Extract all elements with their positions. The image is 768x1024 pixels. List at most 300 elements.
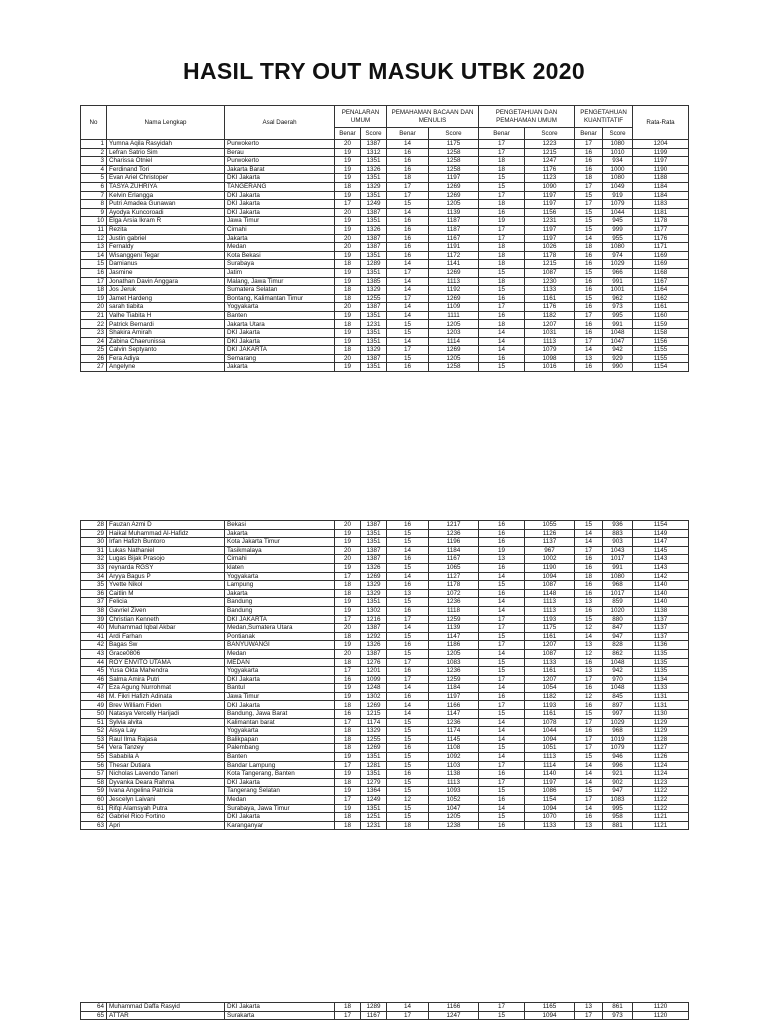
cell-nama: Jasmine	[107, 268, 225, 277]
table-row	[81, 346, 689, 355]
cell-rata-rata: 1135	[633, 667, 689, 676]
table-row	[81, 804, 689, 813]
cell-nama: Thesar Dutiara	[107, 761, 225, 770]
cell-penalaran-benar: 19	[335, 363, 361, 372]
cell-asal: Bandung	[225, 606, 335, 615]
cell-pemahaman-score: 1236	[429, 718, 479, 727]
cell-pengetahuan-benar: 17	[479, 624, 525, 633]
cell-kuantitatif-score: 947	[603, 787, 633, 796]
cell-pengetahuan-score: 1094	[525, 804, 575, 813]
table-row	[81, 692, 689, 701]
table-row	[81, 529, 689, 538]
subheader-score: Score	[603, 128, 633, 140]
table-row	[81, 787, 689, 796]
subheader-score: Score	[361, 128, 387, 140]
cell-nama: Sababila A	[107, 753, 225, 762]
cell-no: 41	[81, 632, 107, 641]
cell-asal: Tasikmalaya	[225, 546, 335, 555]
cell-nama: Lugas Bijak Prasojo	[107, 555, 225, 564]
cell-pengetahuan-score: 1165	[525, 1003, 575, 1012]
cell-rata-rata: 1176	[633, 234, 689, 243]
cell-kuantitatif-score: 1029	[603, 260, 633, 269]
cell-pengetahuan-benar: 16	[479, 796, 525, 805]
cell-pengetahuan-benar: 15	[479, 632, 525, 641]
cell-kuantitatif-benar: 12	[575, 692, 603, 701]
cell-asal: Balikpapan	[225, 735, 335, 744]
cell-penalaran-benar: 19	[335, 529, 361, 538]
cell-rata-rata: 1126	[633, 753, 689, 762]
cell-nama: Dyvanka Deara Rahma	[107, 778, 225, 787]
cell-kuantitatif-score: 919	[603, 191, 633, 200]
cell-rata-rata: 1171	[633, 243, 689, 252]
cell-rata-rata: 1134	[633, 675, 689, 684]
cell-rata-rata: 1149	[633, 529, 689, 538]
cell-asal: Yogyakarta	[225, 303, 335, 312]
cell-penalaran-score: 1248	[361, 684, 387, 693]
cell-pemahaman-score: 1167	[429, 234, 479, 243]
cell-pemahaman-score: 1166	[429, 1003, 479, 1012]
cell-rata-rata: 1138	[633, 606, 689, 615]
cell-nama: Bagas Sw	[107, 641, 225, 650]
cell-penalaran-score: 1351	[361, 251, 387, 260]
cell-rata-rata: 1181	[633, 208, 689, 217]
cell-kuantitatif-benar: 16	[575, 165, 603, 174]
cell-pengetahuan-score: 1098	[525, 354, 575, 363]
table-row	[81, 727, 689, 736]
cell-asal: Palembang	[225, 744, 335, 753]
cell-penalaran-benar: 19	[335, 753, 361, 762]
cell-rata-rata: 1155	[633, 346, 689, 355]
cell-no: 11	[81, 225, 107, 234]
cell-rata-rata: 1128	[633, 735, 689, 744]
cell-penalaran-benar: 18	[335, 727, 361, 736]
cell-pengetahuan-benar: 17	[479, 303, 525, 312]
subheader-score: Score	[525, 128, 575, 140]
cell-pengetahuan-score: 1133	[525, 658, 575, 667]
cell-asal: Bandung, Jawa Barat	[225, 710, 335, 719]
cell-penalaran-benar: 18	[335, 813, 361, 822]
cell-kuantitatif-benar: 12	[575, 649, 603, 658]
cell-pemahaman-score: 1172	[429, 251, 479, 260]
cell-nama: Gavriel Ziven	[107, 606, 225, 615]
cell-penalaran-benar: 18	[335, 821, 361, 830]
cell-no: 45	[81, 667, 107, 676]
cell-penalaran-score: 1387	[361, 354, 387, 363]
cell-pemahaman-benar: 14	[387, 260, 429, 269]
cell-kuantitatif-benar: 14	[575, 234, 603, 243]
cell-kuantitatif-benar: 17	[575, 337, 603, 346]
cell-kuantitatif-score: 1044	[603, 208, 633, 217]
cell-asal: Karanganyar	[225, 821, 335, 830]
cell-asal: Yogyakarta	[225, 727, 335, 736]
cell-nama: Christian Kenneth	[107, 615, 225, 624]
cell-pemahaman-benar: 16	[387, 667, 429, 676]
cell-penalaran-benar: 16	[335, 675, 361, 684]
cell-kuantitatif-score: 847	[603, 624, 633, 633]
cell-no: 24	[81, 337, 107, 346]
cell-nama: Lefran Satrio Sim	[107, 148, 225, 157]
cell-penalaran-score: 1351	[361, 337, 387, 346]
cell-no: 33	[81, 563, 107, 572]
cell-nama: Eza Agung Nurrohmat	[107, 684, 225, 693]
cell-penalaran-benar: 19	[335, 684, 361, 693]
cell-pemahaman-benar: 17	[387, 346, 429, 355]
cell-pemahaman-score: 1205	[429, 649, 479, 658]
cell-rata-rata: 1143	[633, 555, 689, 564]
cell-penalaran-score: 1387	[361, 546, 387, 555]
cell-penalaran-benar: 20	[335, 243, 361, 252]
cell-kuantitatif-score: 862	[603, 649, 633, 658]
cell-nama: Yumna Aqila Rasyidah	[107, 140, 225, 149]
cell-kuantitatif-score: 1080	[603, 174, 633, 183]
cell-penalaran-benar: 18	[335, 658, 361, 667]
cell-rata-rata: 1129	[633, 718, 689, 727]
cell-pemahaman-score: 1072	[429, 589, 479, 598]
table-row	[81, 363, 689, 372]
cell-pengetahuan-score: 1193	[525, 701, 575, 710]
cell-penalaran-benar: 17	[335, 718, 361, 727]
cell-rata-rata: 1120	[633, 1011, 689, 1020]
cell-penalaran-benar: 19	[335, 277, 361, 286]
cell-kuantitatif-benar: 14	[575, 529, 603, 538]
cell-pengetahuan-score: 1161	[525, 667, 575, 676]
subheader-benar: Benar	[335, 128, 361, 140]
cell-kuantitatif-benar: 17	[575, 311, 603, 320]
cell-pengetahuan-score: 1207	[525, 675, 575, 684]
cell-nama: Shakira Amirah	[107, 329, 225, 338]
cell-pengetahuan-benar: 13	[479, 555, 525, 564]
cell-penalaran-benar: 19	[335, 563, 361, 572]
cell-penalaran-score: 1385	[361, 277, 387, 286]
cell-pengetahuan-score: 1054	[525, 684, 575, 693]
cell-penalaran-benar: 18	[335, 320, 361, 329]
cell-kuantitatif-score: 990	[603, 363, 633, 372]
cell-pemahaman-benar: 17	[387, 658, 429, 667]
cell-pemahaman-score: 1065	[429, 563, 479, 572]
cell-pengetahuan-benar: 15	[479, 813, 525, 822]
cell-penalaran-score: 1351	[361, 311, 387, 320]
cell-pengetahuan-benar: 14	[479, 804, 525, 813]
cell-penalaran-benar: 16	[335, 710, 361, 719]
cell-asal: Lampung	[225, 581, 335, 590]
cell-pemahaman-score: 1187	[429, 225, 479, 234]
cell-nama: Evan Ariel Christoper	[107, 174, 225, 183]
cell-nama: Haikal Muhammad Al-Hafidz	[107, 529, 225, 538]
cell-nama: Aisya Lay	[107, 727, 225, 736]
cell-no: 7	[81, 191, 107, 200]
cell-pengetahuan-benar: 17	[479, 225, 525, 234]
cell-pemahaman-score: 1269	[429, 346, 479, 355]
cell-kuantitatif-score: 1017	[603, 555, 633, 564]
cell-pengetahuan-benar: 18	[479, 165, 525, 174]
table-row	[81, 174, 689, 183]
results-table-block-3	[80, 1002, 689, 1020]
cell-penalaran-score: 1351	[361, 191, 387, 200]
cell-no: 36	[81, 589, 107, 598]
cell-penalaran-benar: 20	[335, 624, 361, 633]
table-row	[81, 606, 689, 615]
cell-pengetahuan-benar: 17	[479, 761, 525, 770]
cell-nama: Grace0806	[107, 649, 225, 658]
cell-kuantitatif-score: 880	[603, 615, 633, 624]
cell-penalaran-score: 1216	[361, 615, 387, 624]
cell-nama: Rifqi Alamsyah Putra	[107, 804, 225, 813]
cell-kuantitatif-score: 973	[603, 1011, 633, 1020]
cell-kuantitatif-benar: 16	[575, 329, 603, 338]
cell-pemahaman-benar: 14	[387, 303, 429, 312]
cell-nama: sarah tiabita	[107, 303, 225, 312]
cell-penalaran-score: 1387	[361, 234, 387, 243]
cell-nama: Jamet Hardeng	[107, 294, 225, 303]
cell-pemahaman-benar: 14	[387, 337, 429, 346]
cell-pengetahuan-score: 1197	[525, 234, 575, 243]
cell-kuantitatif-benar: 13	[575, 641, 603, 650]
cell-penalaran-benar: 20	[335, 234, 361, 243]
cell-kuantitatif-score: 1048	[603, 658, 633, 667]
cell-no: 57	[81, 770, 107, 779]
cell-pemahaman-score: 1258	[429, 165, 479, 174]
cell-pengetahuan-score: 1113	[525, 753, 575, 762]
cell-nama: Ardi Farhan	[107, 632, 225, 641]
table-row	[81, 598, 689, 607]
subheader-benar: Benar	[575, 128, 603, 140]
cell-pemahaman-benar: 14	[387, 140, 429, 149]
cell-kuantitatif-benar: 13	[575, 598, 603, 607]
cell-pemahaman-benar: 16	[387, 581, 429, 590]
cell-nama: Yusa Okta Mahendra	[107, 667, 225, 676]
cell-nama: Salma Amira Putri	[107, 675, 225, 684]
table-row	[81, 1011, 689, 1020]
cell-penalaran-benar: 17	[335, 572, 361, 581]
cell-kuantitatif-score: 945	[603, 217, 633, 226]
cell-penalaran-benar: 19	[335, 157, 361, 166]
cell-penalaran-score: 1387	[361, 243, 387, 252]
cell-pemahaman-benar: 15	[387, 598, 429, 607]
cell-no: 19	[81, 294, 107, 303]
cell-kuantitatif-score: 881	[603, 821, 633, 830]
cell-kuantitatif-score: 1079	[603, 744, 633, 753]
cell-kuantitatif-score: 1047	[603, 337, 633, 346]
cell-nama: Wisanggeni Tegar	[107, 251, 225, 260]
cell-rata-rata: 1190	[633, 165, 689, 174]
cell-penalaran-score: 1329	[361, 727, 387, 736]
cell-pemahaman-benar: 14	[387, 277, 429, 286]
cell-pemahaman-score: 1113	[429, 778, 479, 787]
cell-pemahaman-benar: 17	[387, 675, 429, 684]
cell-kuantitatif-score: 861	[603, 1003, 633, 1012]
cell-rata-rata: 1124	[633, 770, 689, 779]
cell-kuantitatif-benar: 15	[575, 217, 603, 226]
cell-pemahaman-benar: 16	[387, 243, 429, 252]
cell-kuantitatif-benar: 15	[575, 208, 603, 217]
cell-pemahaman-score: 1238	[429, 821, 479, 830]
cell-pengetahuan-benar: 15	[479, 1011, 525, 1020]
cell-penalaran-benar: 20	[335, 140, 361, 149]
table-row	[81, 208, 689, 217]
cell-penalaran-score: 1251	[361, 813, 387, 822]
cell-pengetahuan-score: 1207	[525, 641, 575, 650]
header-asal: Asal Daerah	[225, 106, 335, 140]
cell-asal: Bandung	[225, 598, 335, 607]
cell-pengetahuan-benar: 18	[479, 251, 525, 260]
cell-no: 13	[81, 243, 107, 252]
cell-penalaran-benar: 19	[335, 148, 361, 157]
cell-pemahaman-benar: 15	[387, 632, 429, 641]
cell-asal: DKI Jakarta	[225, 174, 335, 183]
cell-pemahaman-score: 1203	[429, 329, 479, 338]
cell-penalaran-benar: 20	[335, 354, 361, 363]
cell-pemahaman-score: 1258	[429, 148, 479, 157]
cell-rata-rata: 1155	[633, 354, 689, 363]
cell-pemahaman-score: 1197	[429, 174, 479, 183]
table-row	[81, 354, 689, 363]
cell-asal: Kalimantan barat	[225, 718, 335, 727]
cell-pengetahuan-score: 1156	[525, 208, 575, 217]
cell-kuantitatif-benar: 16	[575, 148, 603, 157]
cell-pengetahuan-benar: 17	[479, 615, 525, 624]
cell-pemahaman-benar: 15	[387, 529, 429, 538]
cell-pengetahuan-score: 1051	[525, 744, 575, 753]
cell-pemahaman-score: 1139	[429, 208, 479, 217]
cell-pemahaman-benar: 17	[387, 294, 429, 303]
cell-kuantitatif-benar: 16	[575, 157, 603, 166]
cell-asal: DKI Jakarta	[225, 701, 335, 710]
cell-pengetahuan-score: 1026	[525, 243, 575, 252]
cell-kuantitatif-score: 1000	[603, 165, 633, 174]
cell-pemahaman-score: 1127	[429, 572, 479, 581]
cell-penalaran-score: 1326	[361, 641, 387, 650]
cell-penalaran-benar: 17	[335, 796, 361, 805]
cell-penalaran-benar: 18	[335, 589, 361, 598]
cell-no: 28	[81, 521, 107, 530]
cell-no: 31	[81, 546, 107, 555]
cell-pemahaman-benar: 16	[387, 234, 429, 243]
cell-pemahaman-score: 1141	[429, 260, 479, 269]
cell-pengetahuan-benar: 16	[479, 521, 525, 530]
cell-kuantitatif-benar: 15	[575, 191, 603, 200]
cell-no: 16	[81, 268, 107, 277]
cell-pengetahuan-score: 1094	[525, 735, 575, 744]
cell-penalaran-score: 1249	[361, 200, 387, 209]
cell-pengetahuan-benar: 14	[479, 329, 525, 338]
cell-nama: Fera Adiya	[107, 354, 225, 363]
cell-kuantitatif-score: 955	[603, 234, 633, 243]
cell-rata-rata: 1127	[633, 744, 689, 753]
table-row	[81, 641, 689, 650]
cell-pengetahuan-benar: 15	[479, 268, 525, 277]
table-row	[81, 658, 689, 667]
table-row	[81, 140, 689, 149]
cell-kuantitatif-score: 902	[603, 778, 633, 787]
cell-penalaran-benar: 19	[335, 329, 361, 338]
cell-pengetahuan-benar: 16	[479, 294, 525, 303]
cell-no: 64	[81, 1003, 107, 1012]
table-row	[81, 165, 689, 174]
cell-penalaran-benar: 19	[335, 787, 361, 796]
cell-penalaran-benar: 18	[335, 701, 361, 710]
cell-rata-rata: 1130	[633, 710, 689, 719]
cell-pemahaman-benar: 16	[387, 641, 429, 650]
cell-no: 17	[81, 277, 107, 286]
cell-asal: DKI Jakarta	[225, 208, 335, 217]
table-row	[81, 813, 689, 822]
cell-asal: Medan	[225, 649, 335, 658]
results-table-block-2	[80, 520, 689, 830]
cell-nama: Valhe Tiabita H	[107, 311, 225, 320]
table-row	[81, 1003, 689, 1012]
cell-pengetahuan-score: 1133	[525, 286, 575, 295]
cell-asal: DKI Jakarta	[225, 778, 335, 787]
cell-asal: Surakarta	[225, 1011, 335, 1020]
cell-asal: Jawa Timur	[225, 217, 335, 226]
cell-pemahaman-benar: 15	[387, 804, 429, 813]
cell-pengetahuan-benar: 16	[479, 692, 525, 701]
cell-pemahaman-score: 1147	[429, 632, 479, 641]
cell-pengetahuan-score: 1175	[525, 624, 575, 633]
cell-no: 38	[81, 606, 107, 615]
cell-kuantitatif-score: 936	[603, 521, 633, 530]
cell-pemahaman-benar: 16	[387, 157, 429, 166]
cell-penalaran-benar: 19	[335, 598, 361, 607]
cell-nama: M. Fikri Hafizh Adinata	[107, 692, 225, 701]
cell-penalaran-benar: 18	[335, 632, 361, 641]
cell-asal: Semarang	[225, 354, 335, 363]
cell-pemahaman-benar: 14	[387, 1003, 429, 1012]
cell-pemahaman-score: 1113	[429, 277, 479, 286]
cell-pemahaman-score: 1047	[429, 804, 479, 813]
cell-pengetahuan-score: 1176	[525, 303, 575, 312]
cell-kuantitatif-benar: 17	[575, 735, 603, 744]
cell-asal: Bandar Lampung	[225, 761, 335, 770]
cell-pemahaman-benar: 14	[387, 572, 429, 581]
cell-pemahaman-benar: 15	[387, 649, 429, 658]
cell-asal: Jakarta	[225, 589, 335, 598]
cell-rata-rata: 1131	[633, 701, 689, 710]
cell-penalaran-score: 1329	[361, 182, 387, 191]
cell-kuantitatif-benar: 16	[575, 251, 603, 260]
cell-rata-rata: 1143	[633, 563, 689, 572]
table-row	[81, 632, 689, 641]
cell-pemahaman-score: 1205	[429, 320, 479, 329]
cell-kuantitatif-benar: 16	[575, 684, 603, 693]
cell-kuantitatif-score: 1001	[603, 286, 633, 295]
cell-kuantitatif-score: 946	[603, 753, 633, 762]
cell-pengetahuan-benar: 18	[479, 277, 525, 286]
table-row	[81, 770, 689, 779]
cell-kuantitatif-score: 991	[603, 277, 633, 286]
table-row	[81, 735, 689, 744]
cell-pengetahuan-score: 1178	[525, 251, 575, 260]
cell-nama: Fauzan Azmi D	[107, 521, 225, 530]
cell-pemahaman-benar: 16	[387, 217, 429, 226]
cell-pengetahuan-score: 1087	[525, 649, 575, 658]
cell-asal: Kota Jakarta Timur	[225, 538, 335, 547]
cell-pemahaman-benar: 16	[387, 555, 429, 564]
cell-kuantitatif-score: 997	[603, 710, 633, 719]
cell-kuantitatif-score: 962	[603, 294, 633, 303]
cell-pengetahuan-score: 1133	[525, 821, 575, 830]
cell-penalaran-benar: 18	[335, 346, 361, 355]
cell-kuantitatif-score: 947	[603, 632, 633, 641]
cell-pemahaman-benar: 14	[387, 311, 429, 320]
cell-nama: Muhammad Iqbal Akbar	[107, 624, 225, 633]
cell-pengetahuan-score: 1094	[525, 1011, 575, 1020]
cell-pengetahuan-benar: 19	[479, 217, 525, 226]
cell-pengetahuan-score: 1079	[525, 346, 575, 355]
cell-pengetahuan-benar: 17	[479, 778, 525, 787]
cell-kuantitatif-score: 1083	[603, 796, 633, 805]
cell-rata-rata: 1162	[633, 294, 689, 303]
